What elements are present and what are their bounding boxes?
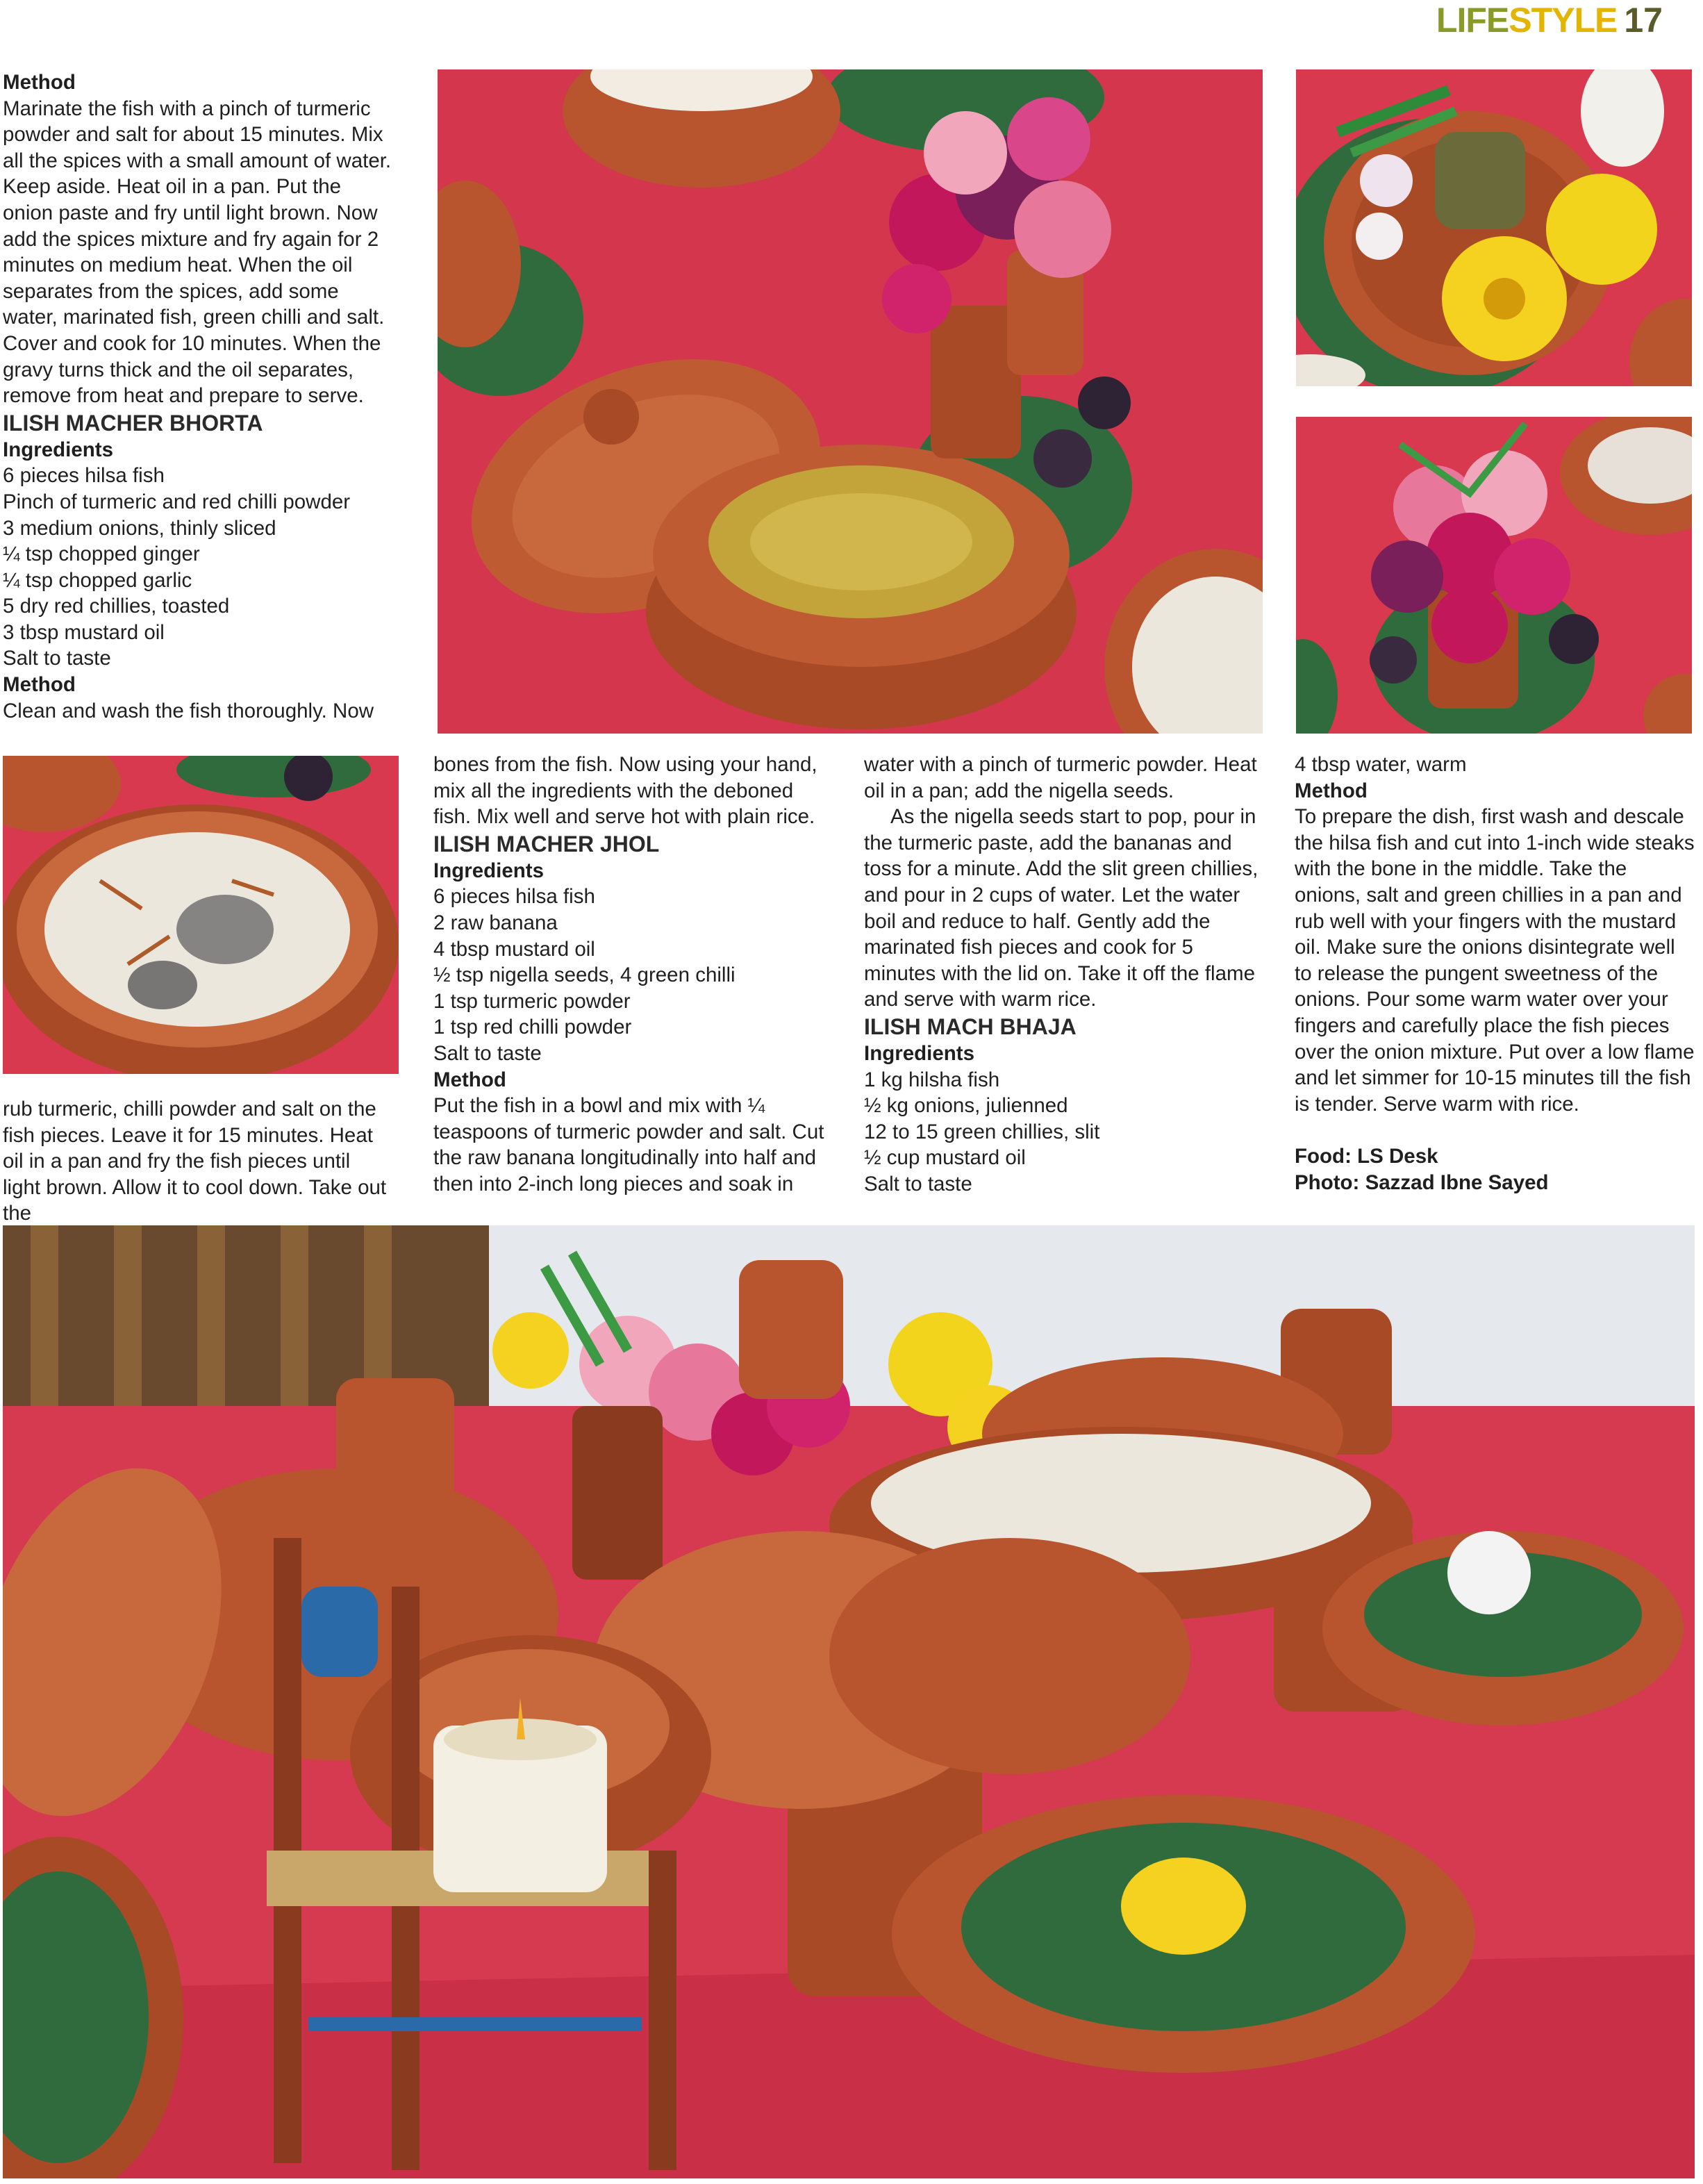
ingredient-list (3, 463, 392, 672)
ingredient-item: 1 kg hilsha fish (864, 1068, 1000, 1091)
recipe-title-jhol: ILISH MACHER JHOL (433, 831, 660, 857)
ingredient-item: Pinch of turmeric and red chilli powder (3, 490, 351, 513)
ingredients-label: Ingredients (3, 438, 113, 461)
ingredient-item: 1 tsp red chilli powder (433, 1016, 632, 1039)
brand-life: LIFE (1436, 1, 1509, 40)
column-3 (864, 752, 1261, 1198)
photo-ingredients-platter (1296, 69, 1692, 386)
photo-credit: Photo: Sazzad Ibne Sayed (1295, 1170, 1549, 1194)
ingredient-item: Salt to taste (433, 1041, 542, 1065)
ingredients-label: Ingredients (433, 859, 544, 882)
method-text: Put the fish in a bowl and mix with ¼ teaspoons of turmeric powder and salt. Cut the raw banana longitudinally into half and then into 2-inch long pieces and soak in (433, 1094, 824, 1196)
column-1-top (3, 69, 392, 724)
method-label: Method (433, 1068, 506, 1091)
method-label: Method (1295, 779, 1368, 802)
ingredients-label: Ingredients (864, 1041, 974, 1065)
masthead (1436, 0, 1663, 40)
ingredient-item: Salt to taste (864, 1172, 972, 1196)
ingredient-item: ¼ tsp chopped garlic (3, 568, 192, 592)
recipe-title-bhorta: ILISH MACHER BHORTA (3, 410, 263, 436)
ingredient-list (864, 1067, 1261, 1198)
ingredient-item: 12 to 15 green chillies, slit (864, 1120, 1100, 1143)
photo-table-setting (3, 1225, 1695, 2178)
ingredient-item: 4 tbsp mustard oil (433, 937, 595, 961)
ingredient-item: 5 dry red chillies, toasted (3, 595, 230, 618)
ingredient-item: 6 pieces hilsa fish (3, 464, 165, 488)
method-label: Method (3, 71, 76, 94)
brand-logo (1436, 0, 1617, 40)
page-number: 17 (1624, 1, 1663, 40)
ingredient-item: 4 tbsp water, warm (1295, 753, 1467, 776)
ingredient-item: ½ tsp nigella seeds, 4 green chilli (433, 963, 736, 987)
method-paragraph: As the nigella seeds start to pop, pour in the turmeric paste, add the bananas and toss for a minute. Add the slit green chillies, and pour in 2 cups of water. Let the water boil and reduce to half. Gently add the marinated fish pieces and cook for 5 minutes with the lid on. Take it off the flame and serve with warm rice. (864, 805, 1258, 1011)
ingredient-item: 2 raw banana (433, 911, 558, 934)
ingredient-list (433, 884, 831, 1066)
ingredient-item: ½ cup mustard oil (864, 1146, 1026, 1170)
method-text: To prepare the dish, first wash and descale the hilsa fish and cut into 1-inch wide steaks with the bone in the middle. Take the onions, salt and green chillies in a pan and rub well with your fingers with the mustard oil. Make sure the onions disintegrate well to release the pungent sweetness of the onions. Pour some warm water over your fingers and carefully place the fish pieces over the onion mixture. Put over a low flame and let simmer for 10-15 minutes till the fish is tender. Serve warm with rice. (1295, 805, 1695, 1116)
method-text: Marinate the fish with a pinch of turmeric powder and salt for about 15 minutes. Mix all the spices with a small amount of water. Keep aside. Heat oil in a pan. Put the onion paste and fry until light brown. Now add the spices mixture and fry again for 2 minutes on medium heat. When the oil separates from the spices, add some water, marinated fish, green chilli and salt. Cover and cook for 10 minutes. When the gravy turns thick and the oil separates, remove from heat and prepare to serve. (3, 97, 392, 408)
column-2 (433, 752, 831, 1198)
brand-style: STYLE (1509, 1, 1618, 40)
ingredient-item: Salt to taste (3, 647, 111, 670)
ingredient-item: 6 pieces hilsa fish (433, 885, 595, 909)
recipe-title-bhaja: ILISH MACH BHAJA (864, 1014, 1077, 1039)
photo-rice-bowl (3, 756, 399, 1074)
photo-bhorta-dish (438, 69, 1263, 734)
method-continued: bones from the fish. Now using your hand, mix all the ingredients with the deboned fish. Mix well and serve hot with plain rice. (433, 753, 817, 829)
method-continued: rub turmeric, chilli powder and salt on the fish pieces. Leave it for 15 minutes. Heat oil in a pan and fry the fish pieces until light brown. Allow it to cool down. Take out the (3, 1098, 387, 1225)
method-continued: water with a pinch of turmeric powder. Heat oil in a pan; add the nigella seeds. (864, 753, 1257, 802)
column-4 (1295, 752, 1697, 1196)
food-credit: Food: LS Desk (1295, 1144, 1438, 1168)
ingredient-item: 3 medium onions, thinly sliced (3, 516, 276, 540)
ingredient-item: 1 tsp turmeric powder (433, 989, 631, 1013)
column-1-bottom (3, 1096, 392, 1227)
photo-flower-cup (1296, 417, 1692, 734)
ingredient-item: ½ kg onions, julienned (864, 1094, 1068, 1118)
method-label: Method (3, 673, 76, 697)
method-text: Clean and wash the fish thoroughly. Now (3, 699, 374, 722)
ingredient-item: ¼ tsp chopped ginger (3, 543, 200, 566)
ingredient-item: 3 tbsp mustard oil (3, 620, 165, 644)
